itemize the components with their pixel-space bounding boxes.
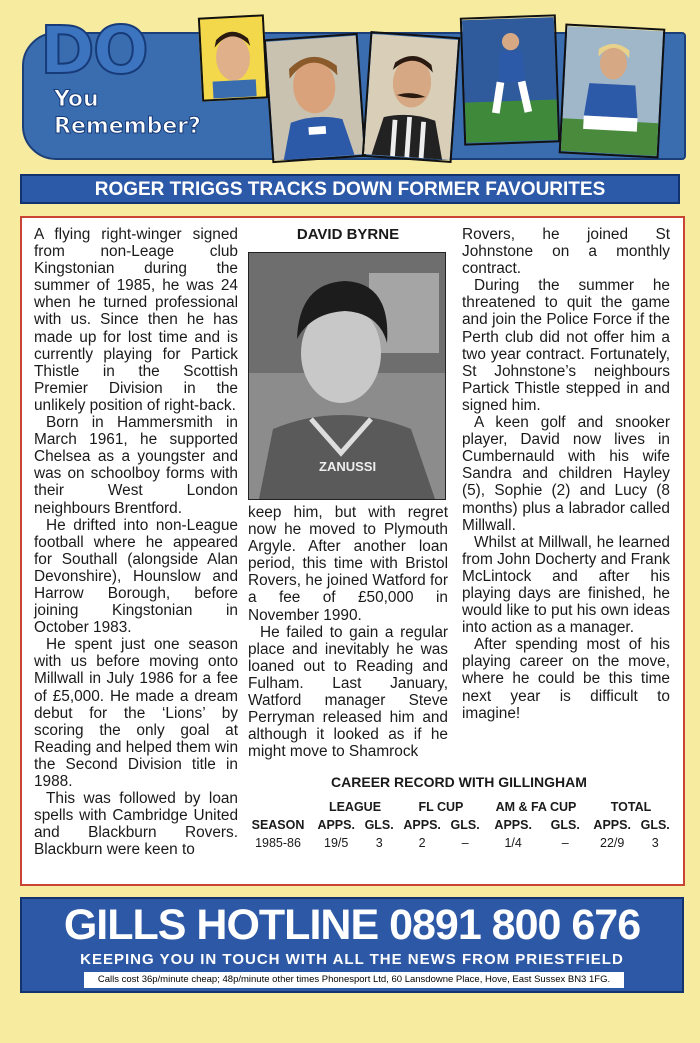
career-record [244,774,674,852]
column-header: APPS. [593,818,631,832]
table-cell: 1/4 [504,836,522,850]
header-photo-1 [198,14,268,101]
header-photo-4 [460,14,560,145]
column-header: GLS. [450,818,480,832]
column-header: GLS. [364,818,394,832]
you-text: You [54,87,99,112]
table-cell: – [561,836,569,850]
paragraph: Rovers, he joined St Johnstone on a monthly contract. [462,226,670,278]
career-record-title: CAREER RECORD WITH GILLINGHAM [331,774,587,790]
column-header: APPS. [317,818,355,832]
strapline-banner [20,174,680,204]
hotline-title: GILLS HOTLINE 0891 800 676 [63,901,641,949]
group-header: LEAGUE [328,800,382,814]
group-header: AM & FA CUP [495,800,577,814]
article-column-1 [34,226,238,858]
paragraph: A flying right-winger signed from non-Leage club Kingstonian during the summer of 1985, he was 24 when he turned professional with us. Since then he has made up for lost time and is currently playing for Partick Thistle in the Scottish Premier Division in the unlikely position of right-back. [34,226,238,414]
header-photo-5 [559,23,666,158]
remember-text: Remember? [54,114,201,139]
table-subheader [244,816,674,834]
article-column-2-head [248,226,448,249]
column-header: SEASON [251,818,305,832]
table-cell: – [461,836,469,850]
column-header: APPS. [494,818,532,832]
article-box [20,216,685,886]
table-cell: 19/5 [324,836,349,850]
group-header: TOTAL [610,800,652,814]
column-header: APPS. [403,818,441,832]
paragraph: A keen golf and snooker player, David now lives in Cumbernauld with his wife Sandra and children Hayley (5), Sophie (2) and Lucy (8 months) plus a labrador called Millwall. [462,414,670,534]
table-cell: 22/9 [600,836,625,850]
table-cell: 3 [651,836,659,850]
column-header: GLS. [640,818,670,832]
player-photo [248,252,446,500]
do-title: DO [40,12,147,89]
paragraph: keep him, but with regret now he moved to Plymouth Argyle. After another loan period, this time with Bristol Rovers, he joined Watford for a fee of £50,000 in November 1990. [248,504,448,624]
hotline-banner [20,897,684,993]
table-group-header [244,798,674,816]
table-row [244,834,674,852]
hotline-subtitle: KEEPING YOU IN TOUCH WITH ALL THE NEWS FROM PRIESTFIELD [80,951,624,968]
article-column-3 [462,226,670,722]
table-cell: 1985-86 [255,836,301,850]
paragraph: He drifted into non-League football where he appeared for Southall (alongside Alan Devonshire), Hounslow and Harrow Borough, before joining Kingstonian in October 1983. [34,516,238,637]
player-name-heading: DAVID BYRNE [296,226,400,243]
table-cell: 2 [418,836,426,850]
header-photo-2 [264,33,366,163]
header-photo-3 [362,31,461,163]
paragraph: During the summer he threatened to quit the game and join the Police Force if the Perth club did not offer him a two year contract. Fortunately, St Johnstone’s neighbours Partick Thistle stepped in and signed him. [462,277,670,414]
svg-text:ZANUSSI: ZANUSSI [319,459,377,474]
paragraph: He spent just one season with us before moving onto Millwall in July 1986 for a fee of £5,000. He made a dream debut for the ‘Lions’ by scoring the only goal at Reading and helped them win the Second Division title in 1988. [34,636,238,790]
group-header: FL CUP [418,800,464,814]
strapline-text: ROGER TRIGGS TRACKS DOWN FORMER FAVOURITES [94,179,606,200]
table-cell: 3 [375,836,383,850]
paragraph: After spending most of his playing career on the move, where he could be this time next year is difficult to imagine! [462,636,670,722]
article-column-2 [248,504,448,760]
paragraph: Whilst at Millwall, he learned from John Docherty and Frank McLintock and after his playing days are finished, he would like to put his own ideas into action as a manager. [462,533,670,637]
column-header: GLS. [550,818,580,832]
paragraph: This was followed by loan spells with Cambridge United and Blackburn Rovers. Blackburn were keen to [34,790,238,859]
paragraph: He failed to gain a regular place and inevitably he was loaned out to Reading and Fulham. Last January, Watford manager Steve Perryman released him and although it looked as if he might move to Shamrock [248,623,448,761]
career-table [244,798,674,852]
hotline-small-print: Calls cost 36p/minute cheap; 48p/minute other times Phonesport Ltd, 60 Lansdowne Place, Hove, East Sussex BN3 1FG. [84,972,624,988]
paragraph: Born in Hammersmith in March 1961, he supported Chelsea as a youngster and was on schoolboy forms with their West London neighbours Brentford. [34,414,238,517]
